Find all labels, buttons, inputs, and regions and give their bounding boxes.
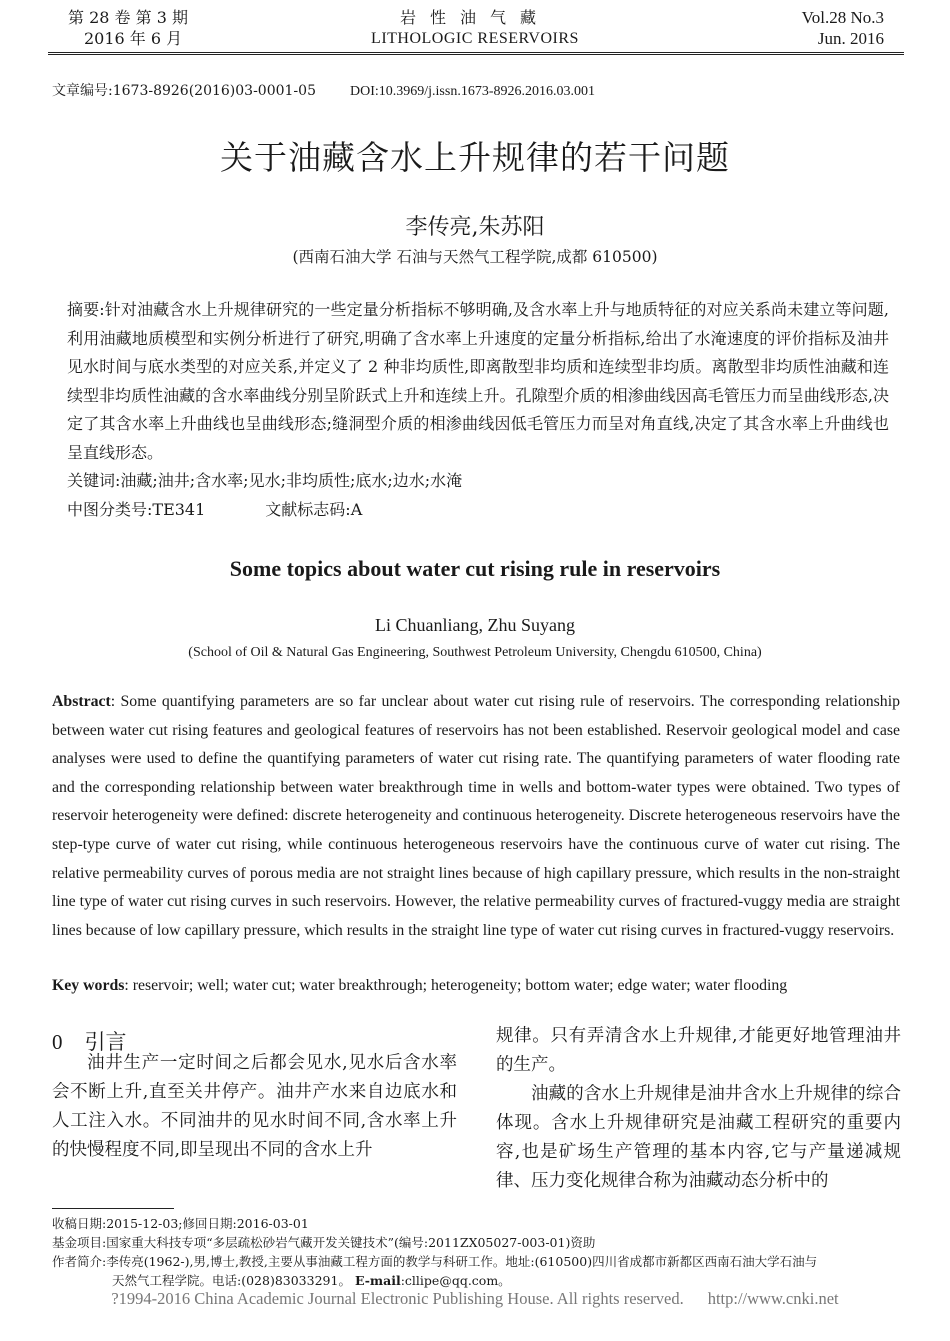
classification-line [67,497,362,520]
abstract-en-label: Abstract [52,693,111,710]
email-address: :cllipe@qq.com。 [400,1273,511,1288]
journal-name-cn: 岩性油气藏 [399,8,550,27]
title-cn: 关于油藏含水上升规律的若干问题 [220,138,730,177]
affiliation-en: (School of Oil & Natural Gas Engineering, Southwest Petroleum University, Chengdu 610500, China) [188,645,762,660]
copyright-text: ?1994-2016 China Academic Journal Electronic Publishing House. All rights reserved. [111,1289,684,1308]
abstract-cn: 摘要:针对油藏含水上升规律研究的一些定量分析指标不够明确,及含水率上升与地质特征的对应关系尚未建立等问题,利用油藏地质模型和实例分析进行了研究,明确了含水率上升速度的定量分析指标,给出了水淹速度的评价指标及油井见水时间与底水类型的对应关系,并定义了 2 种非均质性,即离散型非均质和连续型非均质。离散型非均质性油藏和连续型非均质性油藏的含水率曲线分别呈阶跃式上升和连续上升。孔隙型介质的相渗曲线因高毛管压力而呈曲线形态,决定了其含水率上升曲线也呈曲线形态;缝洞型介质的相渗曲线因低毛管压力而呈对角直线,决定了其含水率上升曲线也呈直线形态。 [67,300,889,462]
author-bio-continuation [52,1271,902,1290]
document-code: 文献标志码:A [265,500,363,519]
article-info [52,80,595,100]
journal-name-en: LITHOLOGIC RESERVOIRS [371,30,579,47]
keywords-en-label: Key words [52,977,125,994]
authors-cn: 李传亮,朱苏阳 [405,215,545,240]
body-column-left [52,1049,457,1165]
body-paragraph: 油藏的含水上升规律是油井含水上升规律的综合体现。含水上升规律研究是油藏工程研究的重要内容,也是矿场生产管理的基本内容,它与产量递减规律、压力变化规律合称为油藏动态分析中的 [496,1084,901,1191]
date-cn: 2016 年 6 月 [84,29,183,48]
body-paragraph: 油井生产一定时间之后都会见水,见水后含水率会不断上升,直至关井停产。油井产水来自边底水和人工注入水。不同油井的见水时间不同,含水率上升的快慢程度不同,即呈现出不同的含水上升 [52,1053,457,1160]
author-bio-text: 作者简介:李传亮(1962-),男,博士,教授,主要从事油藏工程方面的教学与科研工作。地址:(610500)四川省成都市新都区西南石油大学石油与 [52,1254,818,1269]
authors-en: Li Chuanliang, Zhu Suyang [375,615,575,635]
running-header-right [802,7,884,49]
footnote-author-bio [52,1252,902,1290]
volume-issue-cn: 第 28 卷 第 3 期 [68,8,188,27]
footnote-rule [52,1208,174,1209]
abstract-en-text: : Some quantifying parameters are so far unclear about water cut rising rule of reservoirs. The corresponding relationship between water cut rising features and geological features of reservoirs has not been established. Reservoir geological model and case analyses were used to define the quantifying parameters of water cut rising rate. The quantifying parameters of water flooding rate and the corresponding relationship between water breakthrough time in wells and bottom-water types were obtained. Two types of reservoir heterogeneity were defined: discrete heterogeneity and continuous heterogeneity. Discrete heterogeneous reservoirs have the step-type curve of water cut rising, while continuous heterogeneous reservoirs have the continuous curve of water cut rising. The relative permeability curves of porous media are not straight lines because of high capillary pressure, which results in the non-straight line type of water cut rising curves in such reservoirs. However, the relative permeability curves of fractured-vuggy media are straight lines because of low capillary pressure, which results in the straight line type of water cut rising curves in fractured-vuggy reservoirs. [52,693,900,939]
header-rule [48,52,904,55]
copyright-line [0,1289,950,1309]
section-number: 0 [52,1030,63,1054]
abstract-en [52,688,900,945]
article-number: 文章编号:1673-8926(2016)03-0001-05 [52,83,316,99]
cnki-url: http://www.cnki.net [707,1289,839,1308]
doi: DOI:10.3969/j.issn.1673-8926.2016.03.001 [349,84,595,99]
keywords-cn: 关键词:油藏;油井;含水率;见水;非均质性;底水;边水;水淹 [67,471,463,490]
footnote-funding: 基金项目:国家重大科技专项“多层疏松砂岩气藏开发关键技术”(编号:2011ZX05027-003-01)资助 [52,1235,596,1250]
email-label: E-mail [354,1273,401,1288]
volume-issue-en: Vol.28 No.3 [801,8,884,27]
classification-number: 中图分类号:TE341 [67,500,206,519]
footnote-received: 收稿日期:2015-12-03;修回日期:2016-03-01 [52,1216,309,1231]
affiliation-cn: (西南石油大学 石油与天然气工程学院,成都 610500) [292,248,658,266]
body-column-right [496,1022,901,1196]
date-en: Jun. 2016 [817,29,884,48]
section-title: 引言 [84,1030,127,1054]
keywords-en [52,972,900,1000]
title-en: Some topics about water cut rising rule in reservoirs [229,556,721,581]
body-paragraph-continuation: 规律。只有弄清含水上升规律,才能更好地管理油井的生产。 [496,1026,901,1075]
keywords-en-text: : reservoir; well; water cut; water breakthrough; heterogeneity; bottom water; edge water; water flooding [124,977,788,994]
author-bio-cont-text: 天然气工程学院。电话:(028)83033291。 [112,1273,351,1288]
